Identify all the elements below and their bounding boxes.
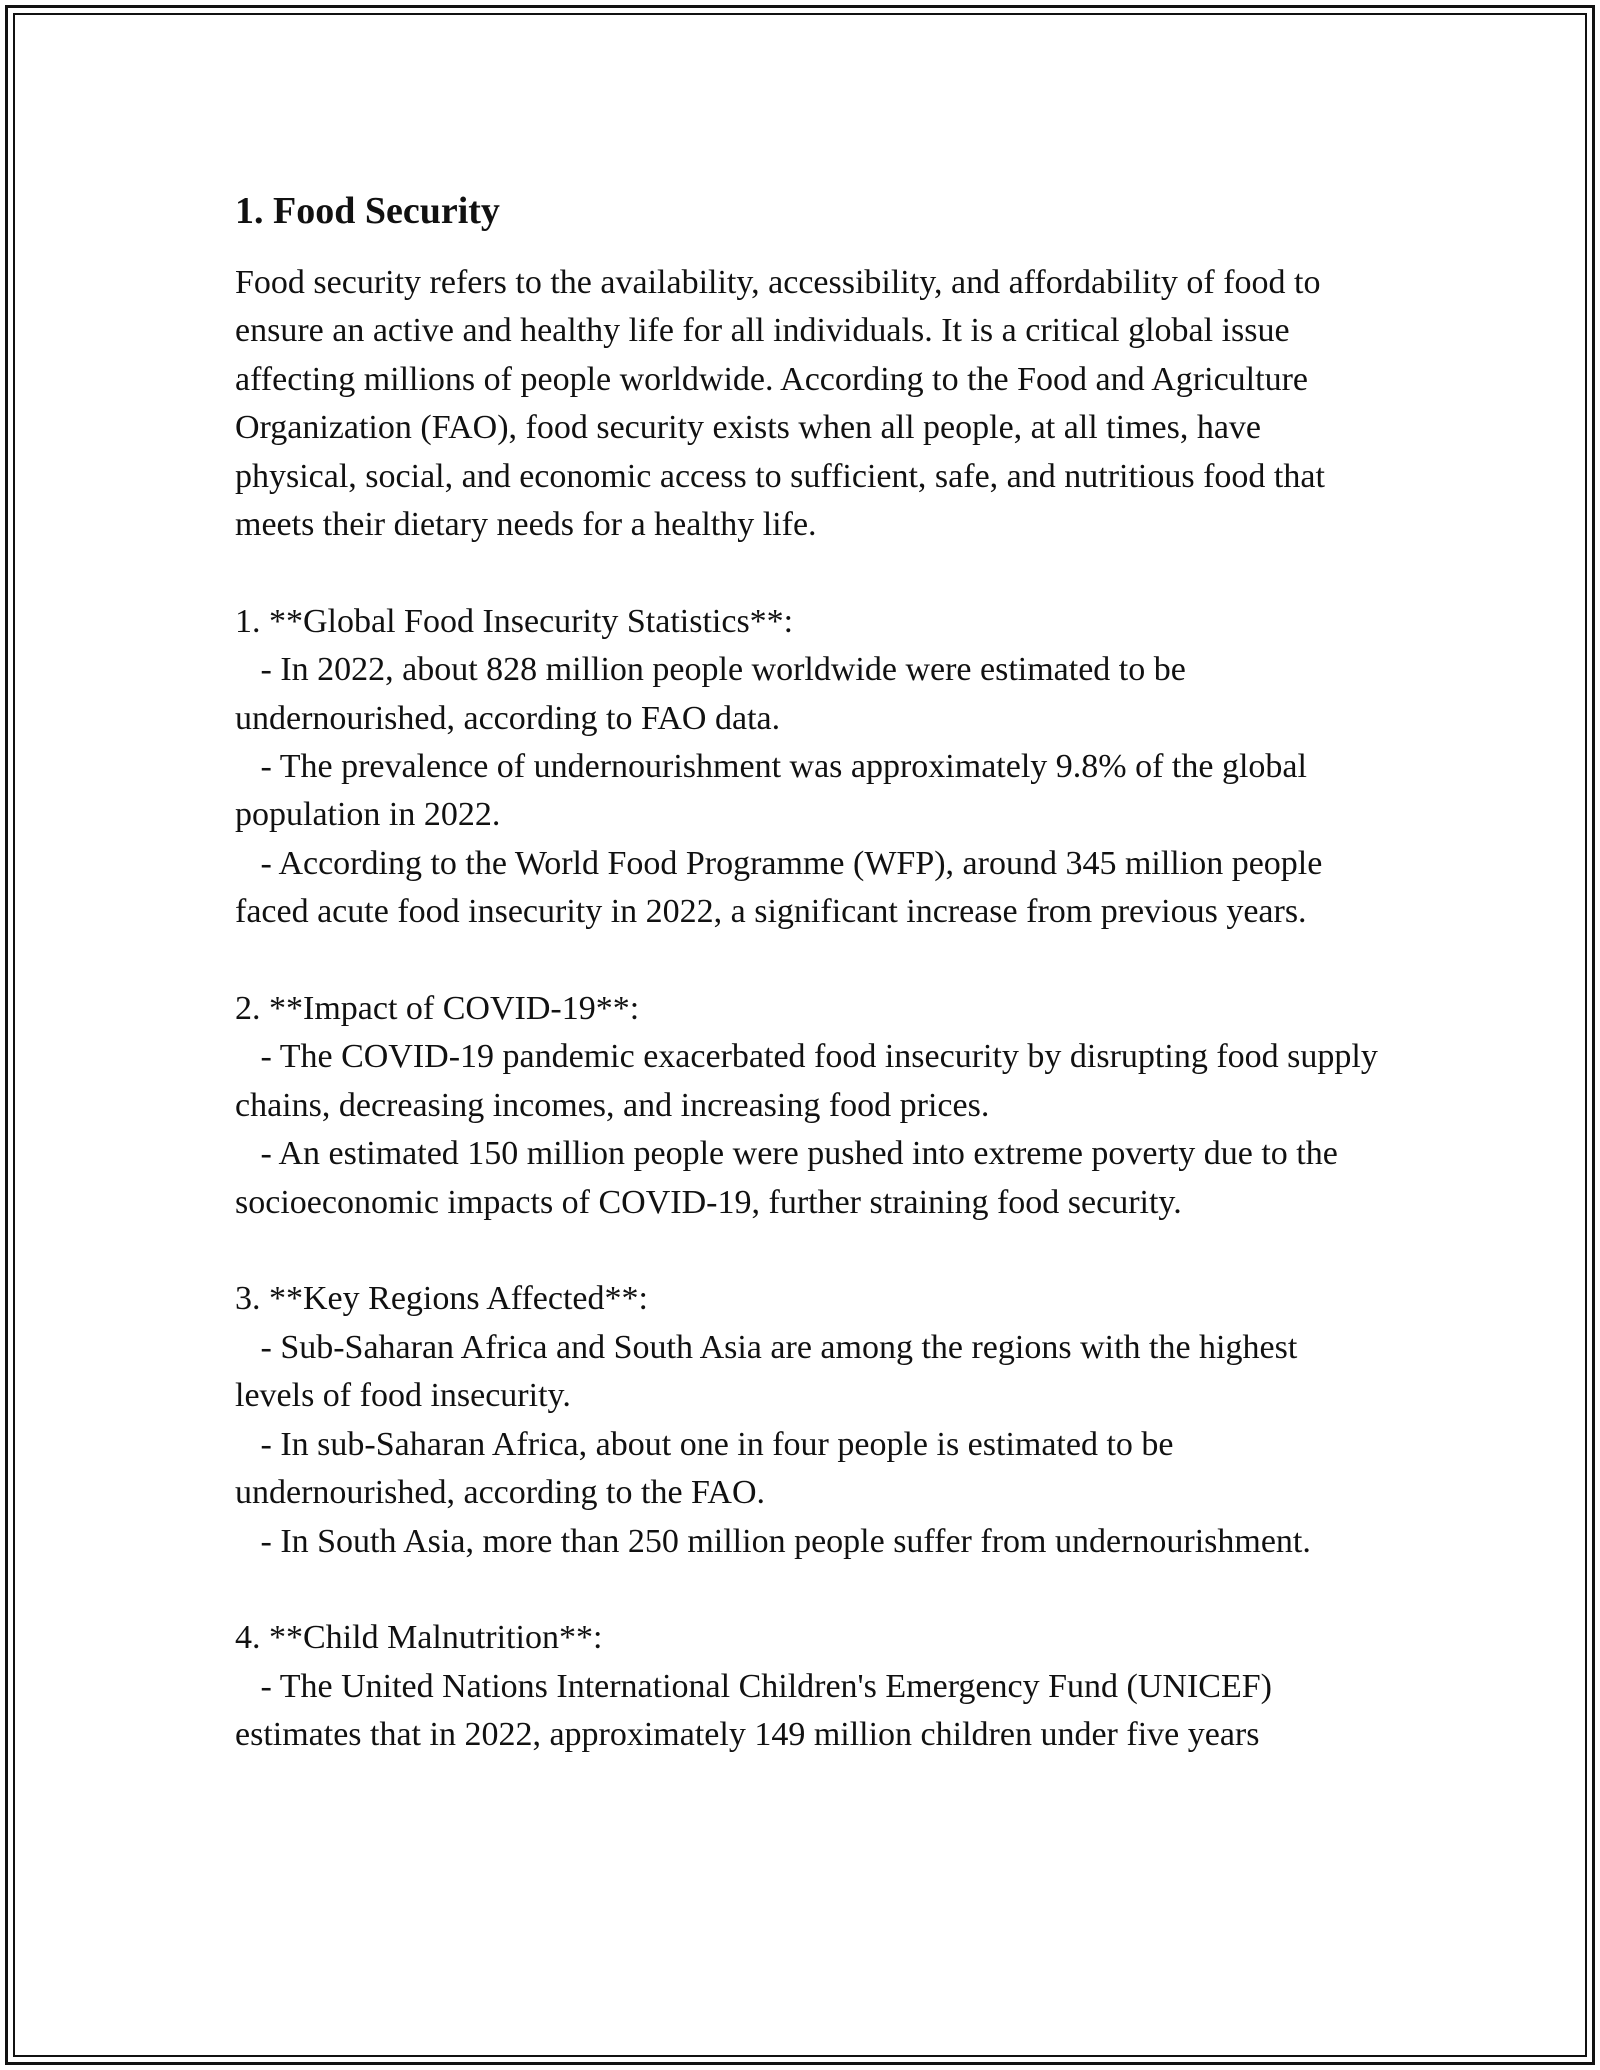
list-item-bullet: - An estimated 150 million people were pushed into extreme poverty due to the socioeconomic impacts of COVID-19, further straining food security.	[235, 1135, 1347, 1221]
document-body	[235, 185, 1385, 1760]
list-item-bullet: - In South Asia, more than 250 million people suffer from undernourishment.	[235, 1522, 1311, 1560]
list-item-bullet: - In sub-Saharan Africa, about one in four people is estimated to be undernourished, according to the FAO.	[235, 1425, 1183, 1512]
spacer	[235, 1227, 1385, 1275]
section-heading: 1. Food Security	[235, 190, 500, 232]
spacer	[235, 549, 1385, 597]
intro-paragraph: Food security refers to the availability, accessibility, and affordability of food to ensure an active and healthy life for all individuals. It is a critical global issue affecting millions of people worldwide. According to the Food and Agriculture Organization (FAO), food security exists when all people, at all times, have physical, social, and economic access to sufficient, safe, and nutritious food that meets their dietary needs for a healthy life.	[235, 264, 1334, 544]
list-item-title: 4. **Child Malnutrition**:	[235, 1619, 603, 1657]
spacer	[235, 937, 1385, 985]
list-item-bullet: - The prevalence of undernourishment was approximately 9.8% of the global population in 2022.	[235, 748, 1316, 834]
list-item-title: 3. **Key Regions Affected**:	[235, 1280, 648, 1318]
list-item-bullet: - Sub-Saharan Africa and South Asia are among the regions with the highest levels of food insecurity.	[235, 1328, 1306, 1415]
list-item-title: 2. **Impact of COVID-19**:	[235, 990, 640, 1028]
list-item-title: 1. **Global Food Insecurity Statistics**:	[235, 602, 794, 640]
list-item-bullet: - According to the World Food Programme (WFP), around 345 million people faced acute food insecurity in 2022, a significant increase from previous years.	[235, 844, 1331, 931]
list-item-bullet: - The United Nations International Children's Emergency Fund (UNICEF) estimates that in 2022, approximately 149 million children under five years	[235, 1667, 1281, 1754]
spacer	[235, 1566, 1385, 1614]
list-item-bullet: - In 2022, about 828 million people worldwide were estimated to be undernourished, according to FAO data.	[235, 651, 1195, 737]
list-item-bullet: - The COVID-19 pandemic exacerbated food insecurity by disrupting food supply chains, decreasing incomes, and increasing food prices.	[235, 1038, 1387, 1124]
